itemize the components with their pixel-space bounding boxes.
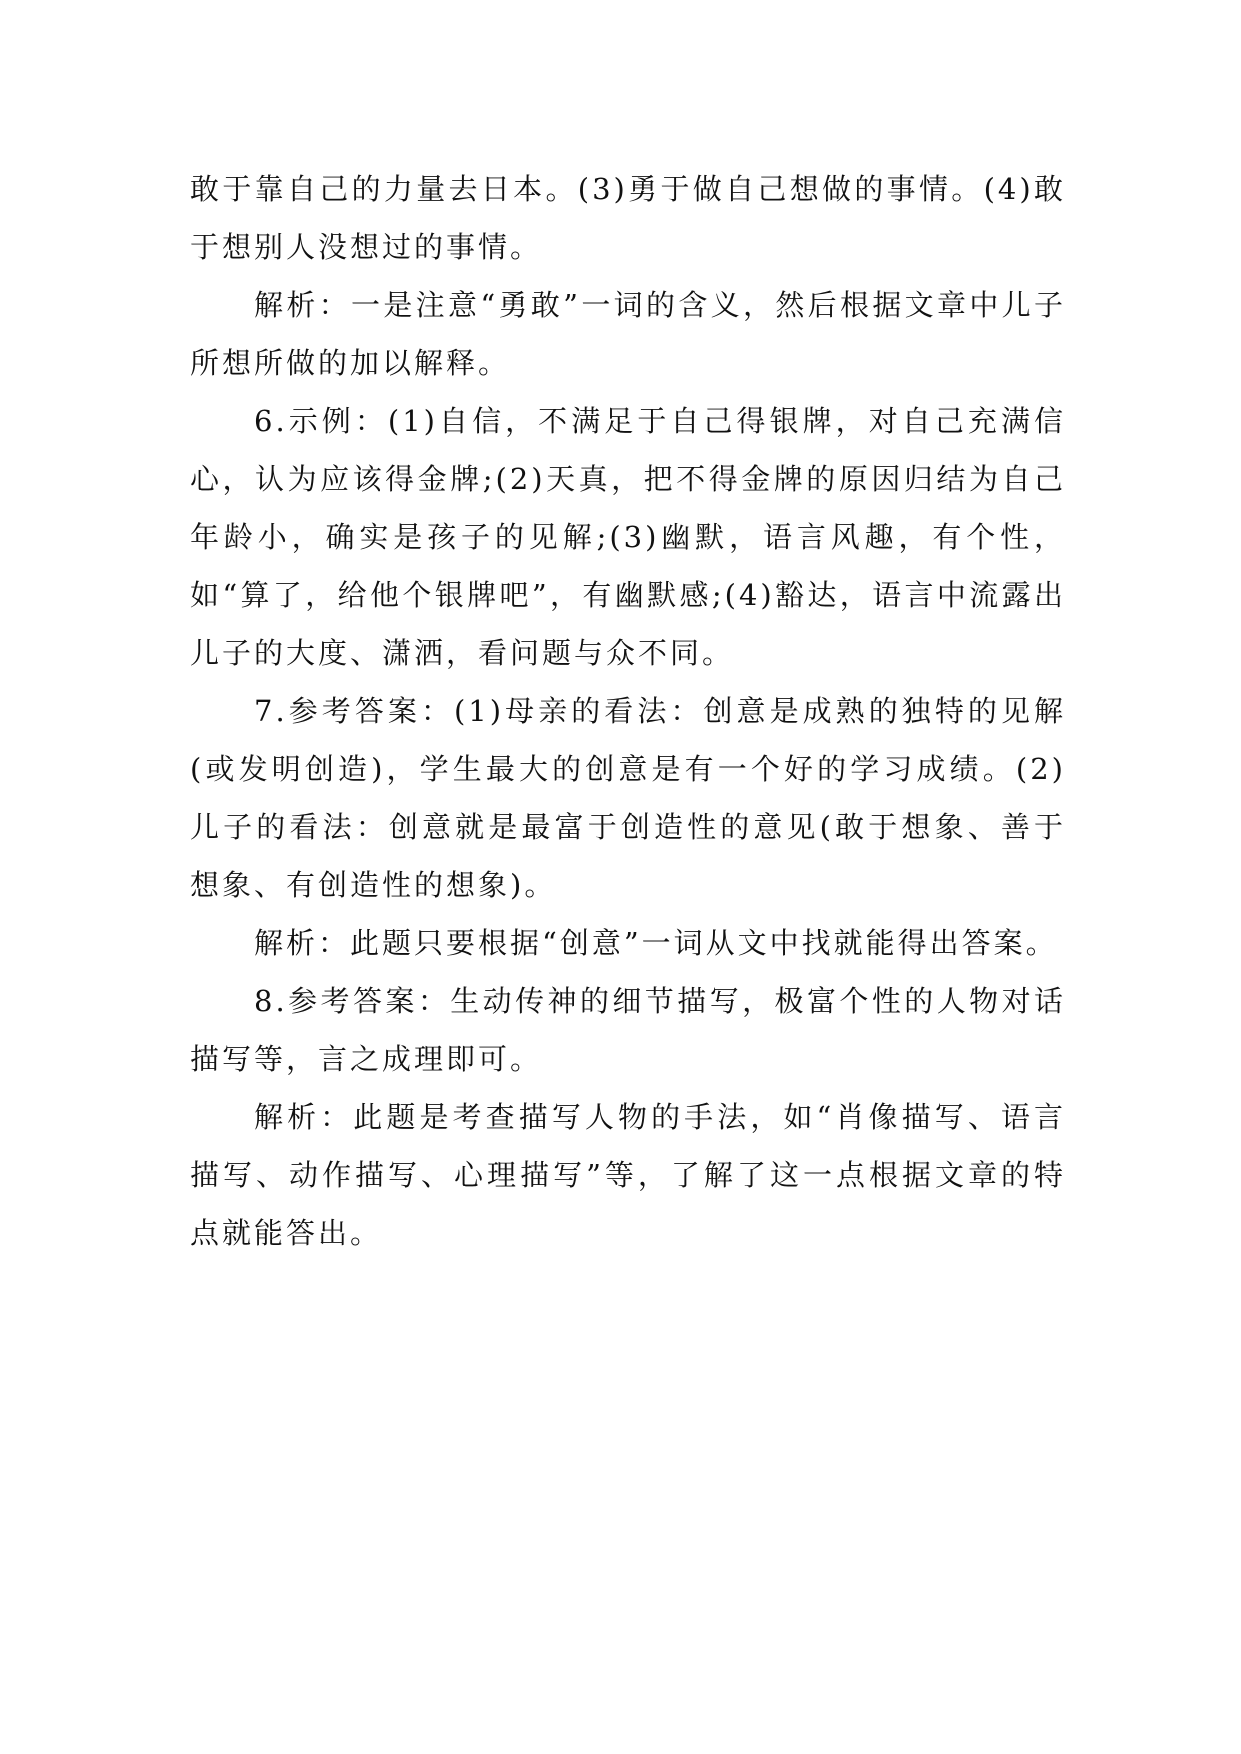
- document-body: [190, 160, 1066, 1262]
- paragraph-analysis-7: 解析：此题只要根据“创意”一词从文中找就能得出答案。: [254, 926, 1058, 960]
- paragraph-analysis-5: 解析：一是注意“勇敢”一词的含义，然后根据文章中儿子所想所做的加以解释。: [190, 288, 1066, 380]
- paragraph-answer-5-continued: 敢于靠自己的力量去日本。(3)勇于做自己想做的事情。(4)敢于想别人没想过的事情。: [190, 172, 1066, 264]
- paragraph-answer-7: 7.参考答案：(1)母亲的看法：创意是成熟的独特的见解(或发明创造)，学生最大的创意是有一个好的学习成绩。(2)儿子的看法：创意就是最富于创造性的意见(敢于想象、善于想象、有创造性的想象)。: [190, 694, 1066, 902]
- paragraph-analysis-8: 解析：此题是考查描写人物的手法，如“肖像描写、语言描写、动作描写、心理描写”等，了解了这一点根据文章的特点就能答出。: [190, 1100, 1066, 1250]
- paragraph-answer-6: 6.示例：(1)自信，不满足于自己得银牌，对自己充满信心，认为应该得金牌;(2)天真，把不得金牌的原因归结为自己年龄小，确实是孩子的见解;(3)幽默，语言风趣，有个性，如“算了，给他个银牌吧”，有幽默感;(4)豁达，语言中流露出儿子的大度、潇洒，看问题与众不同。: [190, 404, 1066, 670]
- paragraph-answer-8: 8.参考答案：生动传神的细节描写，极富个性的人物对话描写等，言之成理即可。: [190, 984, 1066, 1076]
